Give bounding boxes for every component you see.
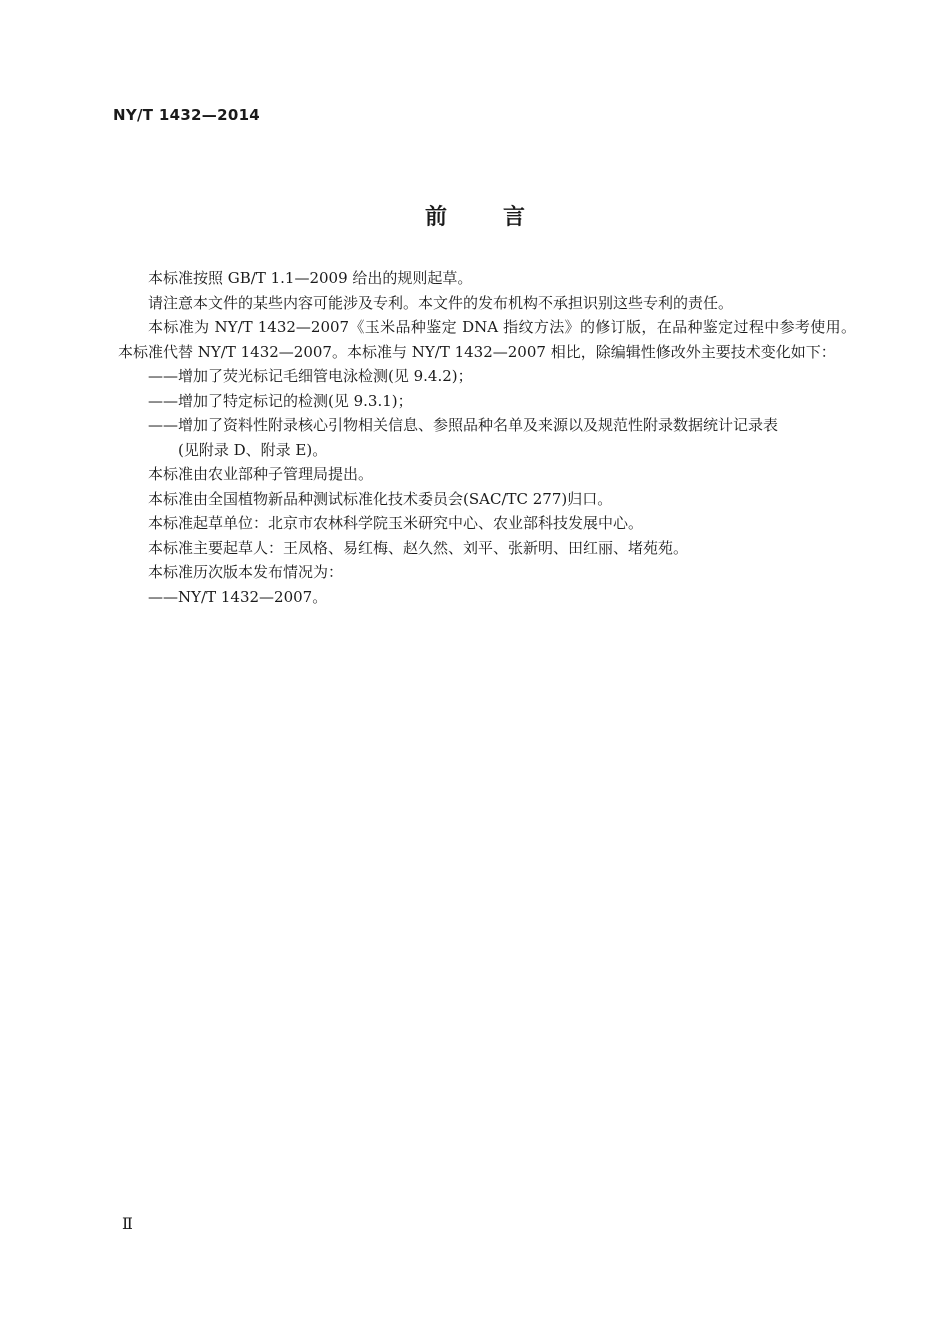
change-item-1: ——增加了荧光标记毛细管电泳检测(见 9.4.2)； bbox=[148, 367, 473, 385]
paragraph-drafting-rules: 本标准按照 GB/T 1.1—2009 给出的规则起草。 bbox=[148, 269, 473, 287]
paragraph-patent-notice: 请注意本文件的某些内容可能涉及专利。本文件的发布机构不承担识别这些专利的责任。 bbox=[148, 293, 734, 312]
foreword-body bbox=[118, 266, 856, 609]
paragraph-version-history: 本标准历次版本发布情况为： bbox=[148, 563, 344, 581]
title-char-2: 言 bbox=[503, 205, 526, 230]
paragraph-revision-info: 本标准为 NY/T 1432—2007《玉米品种鉴定 DNA 指纹方法》的修订版，在品种鉴定过程中参考使用。本标准代替 NY/T 1432—2007。本标准与 NY/T 1432—2007 相比，除编辑性修改外主要技术变化如下： bbox=[118, 318, 856, 361]
change-item-3-line-2: (见附录 D、附录 E)。 bbox=[178, 440, 328, 459]
paragraph-proposed-by: 本标准由农业部种子管理局提出。 bbox=[148, 465, 374, 483]
change-item-2: ——增加了特定标记的检测(见 9.3.1)； bbox=[148, 391, 413, 410]
version-item-1: ——NY/T 1432—2007。 bbox=[148, 587, 328, 606]
paragraph-drafters: 本标准主要起草人：王凤格、易红梅、赵久然、刘平、张新明、田红丽、堵苑苑。 bbox=[148, 538, 689, 557]
standard-code: NY/T 1432—2014 bbox=[113, 106, 261, 124]
page-number: Ⅱ bbox=[122, 1214, 133, 1233]
title-char-1: 前 bbox=[424, 205, 447, 230]
page-title bbox=[0, 200, 950, 231]
paragraph-drafting-units: 本标准起草单位：北京市农林科学院玉米研究中心、农业部科技发展中心。 bbox=[148, 514, 644, 532]
change-item-3 bbox=[118, 413, 856, 462]
paragraph-under-jurisdiction: 本标准由全国植物新品种测试标准化技术委员会(SAC/TC 277)归口。 bbox=[148, 489, 613, 508]
change-item-3-line-1: ——增加了资料性附录核心引物相关信息、参照品种名单及来源以及规范性附录数据统计记录表 bbox=[148, 416, 779, 434]
